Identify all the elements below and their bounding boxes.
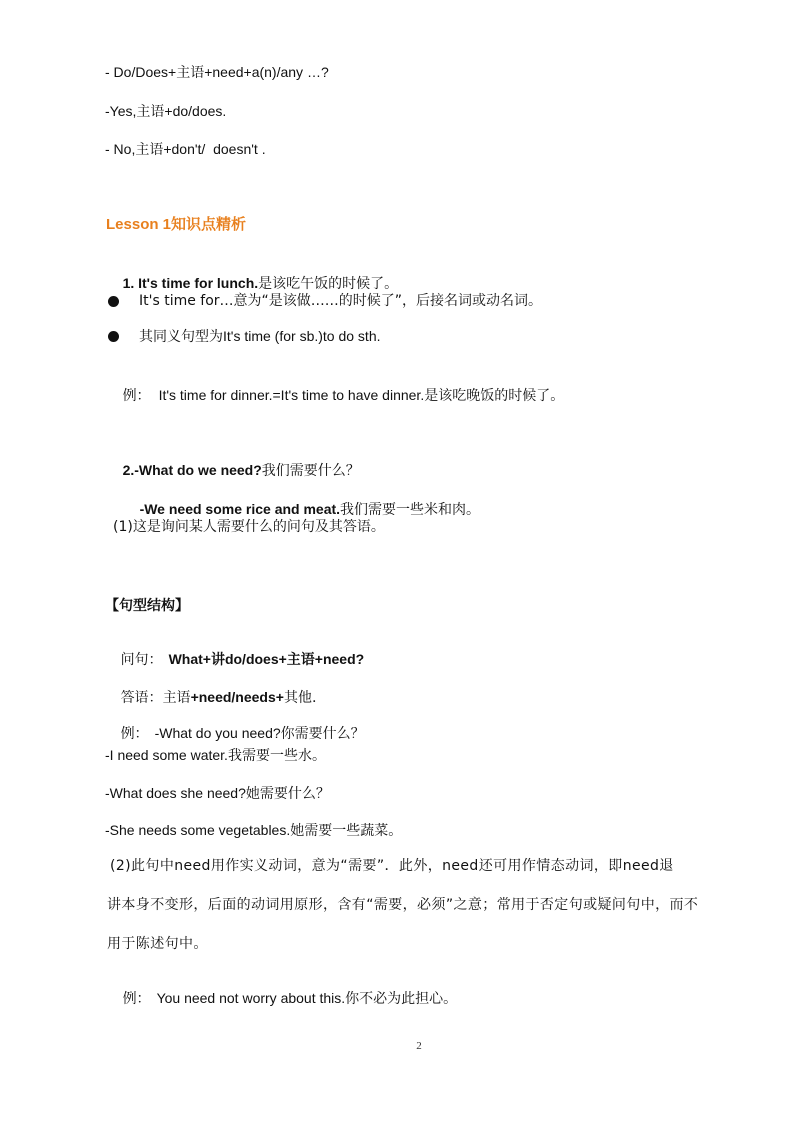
pattern-question-line: - Do/Does+主语+need+a(n)/any …? [105,64,329,80]
point1-bullet-meaning: It's time for…意为“是该做……的时候了”，后接名词或动名词。 [139,293,543,309]
pattern-no-line: - No,主语+don't/ doesn't . [105,141,266,157]
structure-heading: 【句型结构】 [105,598,189,614]
final-example [107,971,457,1026]
question-pattern: What+讲do/does+主语+need? [168,651,365,667]
point2-answer-chinese: 我们需要一些米和肉。 [340,502,481,518]
example-label: 例： [122,991,151,1007]
point2-note2-line-2: 讲本身不变形，后面的动词用原形，含有“需要，必须”之意；常用于否定句或疑问句中，而不 [107,897,699,913]
example-label: 例： [120,726,149,742]
example-text: -What do you need?你需要什么？ [154,725,365,741]
answer-rest: 其他. [283,690,317,706]
point2-note1: (1)这是询问某人需要什么的问句及其答语。 [113,519,385,535]
answer-subject: 主语 [162,690,191,706]
point2-note2-line-3: 用于陈述句中。 [107,936,208,952]
structure-example-2: -I need some water.我需要一些水。 [105,747,326,763]
point1-bullet-synonym: 其同义句型为It's time (for sb.)to do sth. [139,328,381,344]
lesson-heading: Lesson 1知识点精析 [106,216,247,233]
pattern-yes-line: -Yes,主语+do/does. [105,103,227,119]
answer-verb: +need/needs+ [190,689,284,705]
point2-question-english: 2.-What do we need? [122,462,262,478]
point1-title-english: 1. It's time for lunch. [122,275,259,291]
structure-example-3: -What does she need?她需要什么？ [105,785,330,801]
point1-title-chinese: 是该吃午饭的时候了。 [258,276,399,292]
page-number: 2 [416,1040,422,1052]
point1-example [107,368,564,423]
bullet-icon [108,296,119,307]
point2-answer-english: -We need some rice and meat. [139,501,341,517]
example-text: It's time for dinner.=It's time to have dinner.是该吃晚饭的时候了。 [158,387,565,403]
answer-label: 答语： [120,690,163,706]
bullet-icon [108,331,119,342]
structure-example-4: -She needs some vegetables.她需要一些蔬菜。 [105,822,403,838]
question-label: 问句： [120,652,163,668]
example-text: You need not worry about this.你不必为此担心。 [156,990,458,1006]
point2-note2-line-1: (2)此句中need用作实义动词，意为“需要”．此外，need还可用作情态动词，即need退 [110,858,674,874]
point2-question-chinese: 我们需要什么？ [261,463,360,479]
example-label: 例： [122,388,151,404]
